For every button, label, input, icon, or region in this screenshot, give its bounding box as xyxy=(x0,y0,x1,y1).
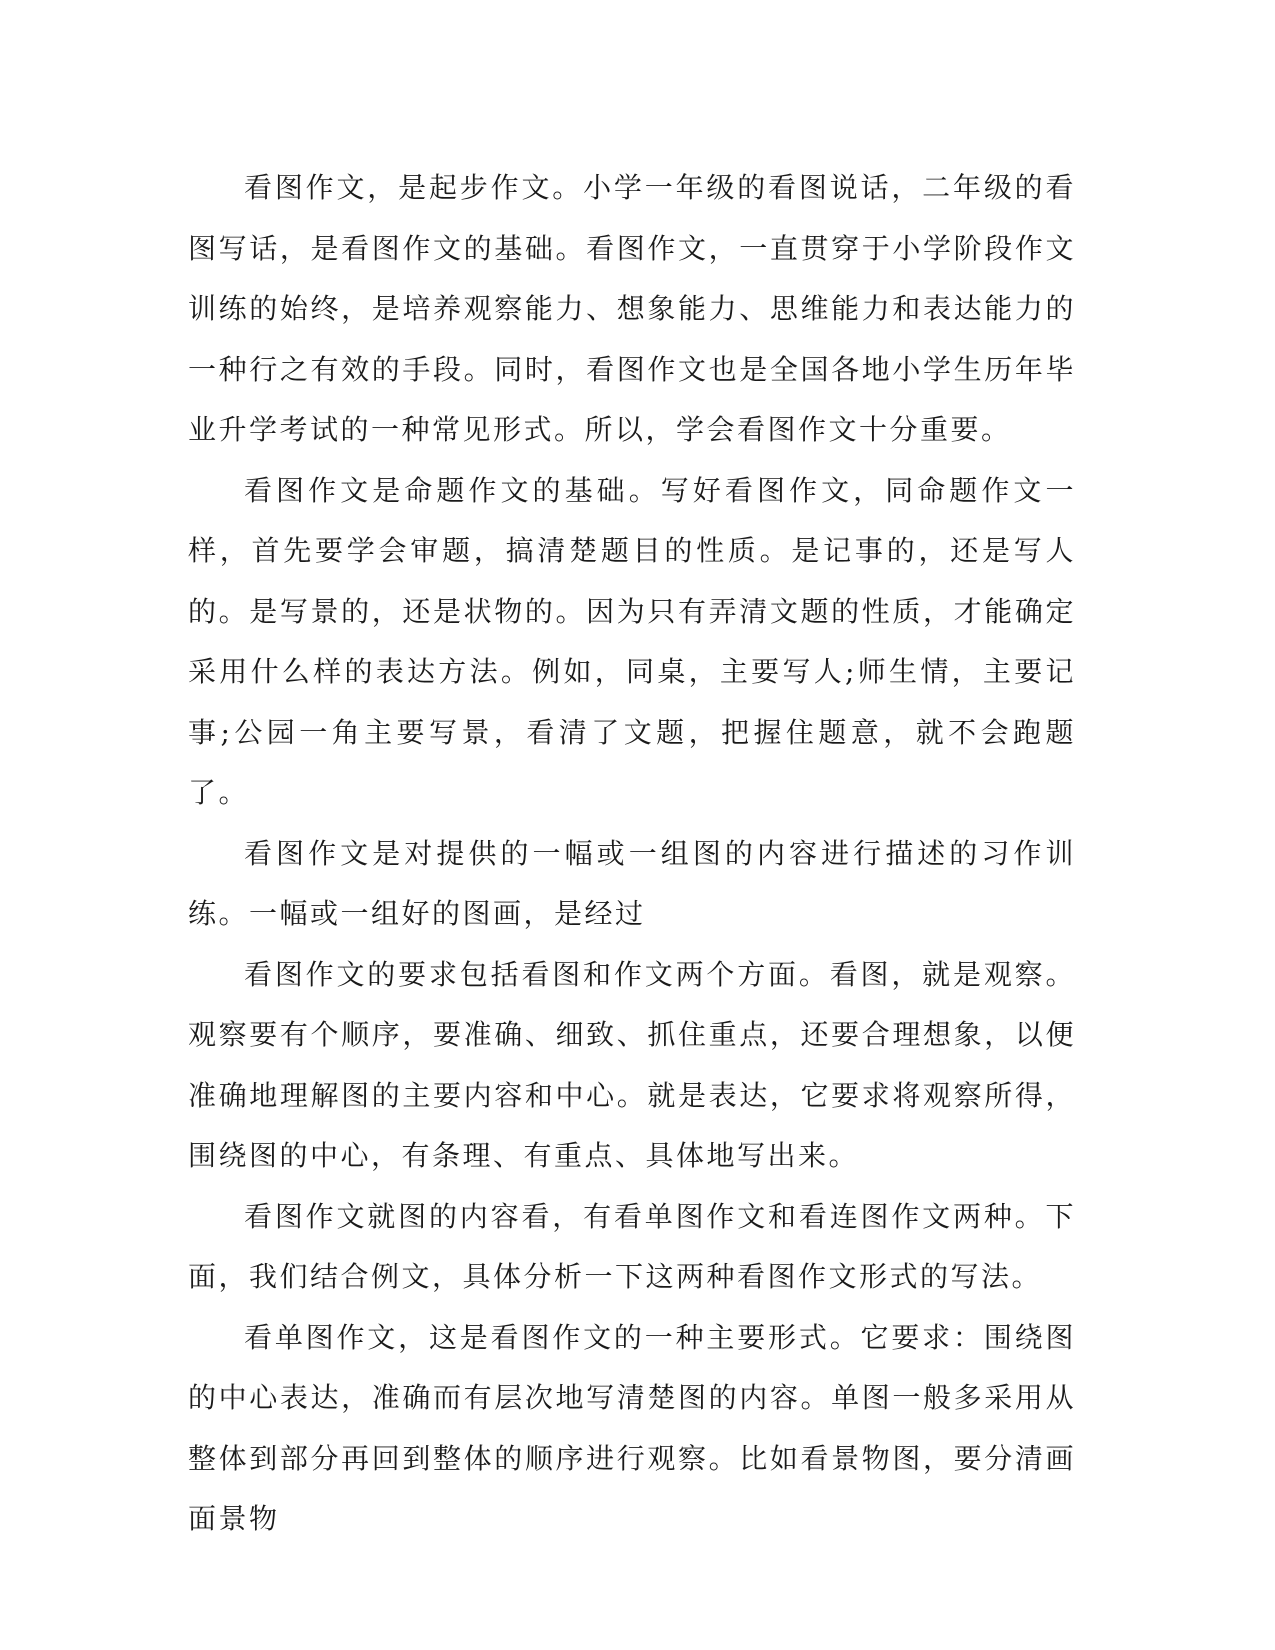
paragraph-3: 看图作文是对提供的一幅或一组图的内容进行描述的习作训练。一幅或一组好的图画，是经过 xyxy=(188,836,1076,930)
document-body xyxy=(188,158,1076,1550)
paragraph-1: 看图作文，是起步作文。小学一年级的看图说话，二年级的看图写话，是看图作文的基础。看图作文，一直贯穿于小学阶段作文训练的始终，是培养观察能力、想象能力、思维能力和表达能力的一种行之有效的手段。同时，看图作文也是全国各地小学生历年毕业升学考试的一种常见形式。所以，学会看图作文十分重要。 xyxy=(188,171,1076,446)
paragraph-6: 看单图作文，这是看图作文的一种主要形式。它要求：围绕图的中心表达，准确而有层次地写清楚图的内容。单图一般多采用从整体到部分再回到整体的顺序进行观察。比如看景物图，要分清画面景物 xyxy=(188,1320,1076,1535)
paragraph-4: 看图作文的要求包括看图和作文两个方面。看图，就是观察。观察要有个顺序，要准确、细致、抓住重点，还要合理想象，以便准确地理解图的主要内容和中心。就是表达，它要求将观察所得，围绕图的中心，有条理、有重点、具体地写出来。 xyxy=(188,957,1076,1172)
paragraph-2: 看图作文是命题作文的基础。写好看图作文，同命题作文一样，首先要学会审题，搞清楚题目的性质。是记事的，还是写人的。是写景的，还是状物的。因为只有弄清文题的性质，才能确定采用什么样的表达方法。例如，同桌，主要写人;师生情，主要记事;公园一角主要写景，看清了文题，把握住题意，就不会跑题了。 xyxy=(188,473,1076,809)
paragraph-5: 看图作文就图的内容看，有看单图作文和看连图作文两种。下面，我们结合例文，具体分析一下这两种看图作文形式的写法。 xyxy=(188,1199,1076,1293)
